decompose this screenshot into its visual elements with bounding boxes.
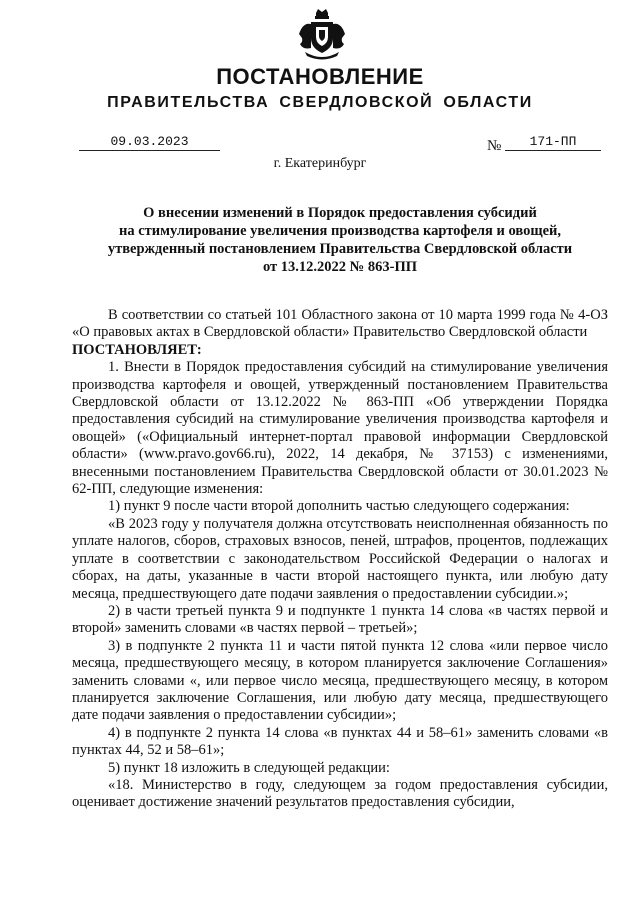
heading-line: утвержденный постановлением Правительства Свердловской области: [107, 241, 573, 257]
heading-line: от 13.12.2022 № 863-ПП: [262, 259, 417, 275]
document-date: 09.03.2023: [79, 133, 220, 151]
body-paragraph: «18. Министерство в году, следующем за годом предоставления субсидии, оценивает достижение значений результатов предоставления субсидии,: [72, 776, 608, 811]
body-paragraph: «В 2023 году у получателя должна отсутствовать неисполненная обязанность по уплате налогов, сборов, страховых взносов, пеней, штрафов, процентов, подлежащих уплате в соответствии с законодательством Российской Федерации о налогах и сборах, на даты, указанные в части второй настоящего пункта, или любую дату месяца, предшествующего дате подачи заявления о предоставлении субсидии.»;: [72, 515, 608, 602]
document-subtitle: ПРАВИТЕЛЬСТВА СВЕРДЛОВСКОЙ ОБЛАСТИ: [107, 94, 533, 111]
heading-line: О внесении изменений в Порядок предоставления субсидий: [143, 205, 537, 221]
body-paragraph: 1) пункт 9 после части второй дополнить частью следующего содержания:: [108, 498, 570, 515]
body-paragraph: 5) пункт 18 изложить в следующей редакции:: [108, 759, 390, 776]
body-paragraph: В соответствии со статьей 101 Областного закона от 10 марта 1999 года № 4-ОЗ «О правовых актах в Свердловской области» Правительство Свердловской области: [72, 307, 608, 341]
document-city: г. Екатеринбург: [273, 156, 367, 171]
number-label: №: [487, 138, 502, 154]
document-heading: [72, 204, 608, 276]
coat-of-arms-icon: [297, 8, 347, 60]
body-paragraph: 1. Внести в Порядок предоставления субсидий на стимулирование увеличения производства картофеля и овощей, утвержденный постановлением Правительства Свердловской области от 13.12.2022 № 863-ПП «Об утверждении Порядка предоставления субсидий на стимулирование увеличения производства картофеля и овощей» («Официальный интернет-портал правовой информации Свердловской области» (www.pravo.gov66.ru), 2022, 14 декабря, № 37153) с изменениями, внесенными постановлением Правительства Свердловской области от 30.01.2023 № 62-ПП, следующие изменения:: [72, 359, 608, 498]
document-number: 171-ПП: [505, 133, 601, 151]
document-body: [72, 307, 608, 812]
body-paragraph: 3) в подпункте 2 пункта 11 и части пятой пункта 12 слова «или первое число месяца, предшествующего месяцу, в котором планируется заключение Соглашения» заменить словами «, или первое число месяца, предшествующего месяцу, в котором планируется заключение Соглашения, или любую дату месяца, предшествующего дате подачи заявления о предоставлении субсидии»;: [72, 637, 608, 724]
document-title: ПОСТАНОВЛЕНИЕ: [216, 64, 424, 89]
body-paragraph: 2) в части третьей пункта 9 и подпункте 1 пункта 14 слова «в частях первой и второй» заменить словами «в частях первой – третьей»;: [72, 602, 608, 637]
body-paragraph: 4) в подпункте 2 пункта 14 слова «в пунктах 44 и 58–61» заменить словами «в пунктах 44, 52 и 58–61»;: [72, 724, 608, 759]
resolves-heading: ПОСТАНОВЛЯЕТ:: [72, 341, 202, 358]
heading-line: на стимулирование увеличения производства картофеля и овощей,: [118, 223, 562, 239]
